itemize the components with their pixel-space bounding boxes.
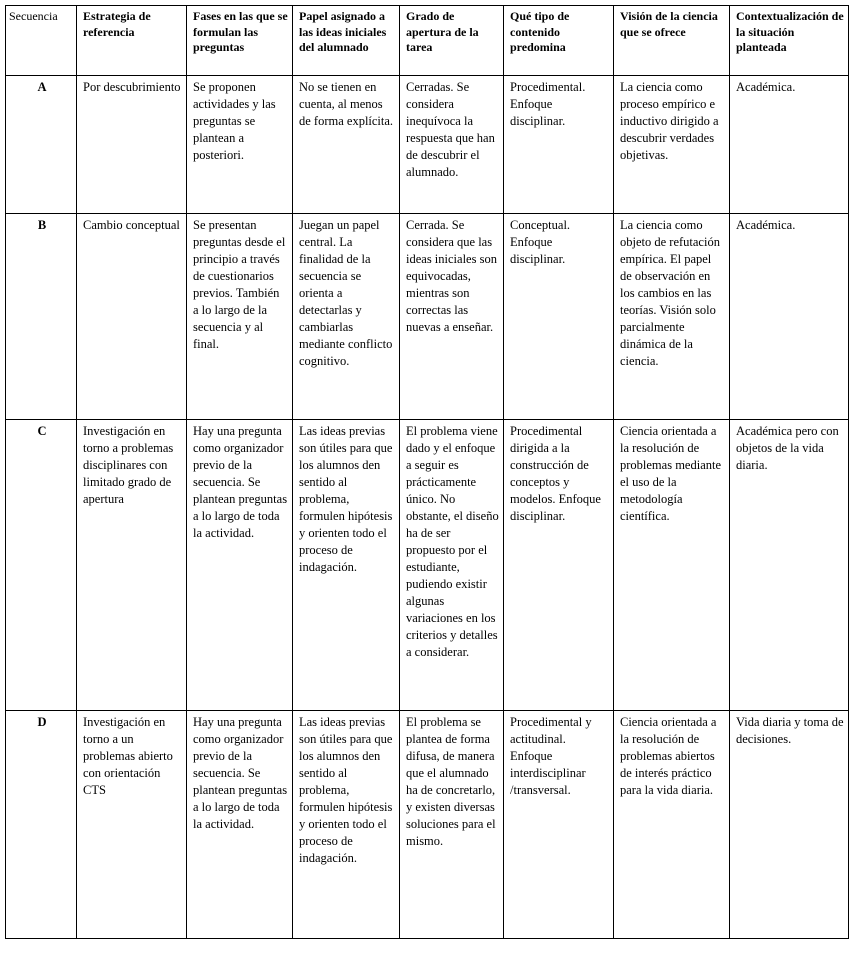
- strategy-cell: Investigación en torno a problemas disciplinares con limitado grado de apertura: [77, 420, 187, 711]
- sequence-id: B: [6, 214, 77, 420]
- header-cell-content: Qué tipo de contenido predomina: [504, 6, 614, 76]
- vision-cell: Ciencia orientada a la resolución de problemas abiertos de interés práctico para la vida diaria.: [614, 711, 730, 939]
- sequence-id: A: [6, 76, 77, 214]
- header-cell-vision: Visión de la ciencia que se ofrece: [614, 6, 730, 76]
- context-cell: Académica.: [730, 76, 849, 214]
- header-cell-openness: Grado de apertura de la tarea: [400, 6, 504, 76]
- header-cell-strategy: Estrategia de referencia: [77, 6, 187, 76]
- context-cell: Académica.: [730, 214, 849, 420]
- context-cell: Académica pero con objetos de la vida diaria.: [730, 420, 849, 711]
- strategy-cell: Investigación en torno a un problemas abierto con orientación CTS: [77, 711, 187, 939]
- ideas-cell: Juegan un papel central. La finalidad de la secuencia se orienta a detectarlas y cambiarlas mediante conflicto cognitivo.: [293, 214, 400, 420]
- context-cell: Vida diaria y toma de decisiones.: [730, 711, 849, 939]
- sequence-id: C: [6, 420, 77, 711]
- sequence-id: D: [6, 711, 77, 939]
- ideas-cell: No se tienen en cuenta, al menos de forma explícita.: [293, 76, 400, 214]
- ideas-cell: Las ideas previas son útiles para que los alumnos den sentido al problema, formulen hipótesis y orienten todo el proceso de indagación.: [293, 711, 400, 939]
- phases-cell: Se proponen actividades y las preguntas se plantean a posteriori.: [187, 76, 293, 214]
- table-row: [6, 214, 849, 420]
- content-cell: Procedimental dirigida a la construcción de conceptos y modelos. Enfoque disciplinar.: [504, 420, 614, 711]
- content-cell: Procedimental y actitudinal. Enfoque interdisciplinar /transversal.: [504, 711, 614, 939]
- strategy-cell: Por descubrimiento: [77, 76, 187, 214]
- phases-cell: Hay una pregunta como organizador previo de la secuencia. Se plantean preguntas a lo largo de toda la actividad.: [187, 420, 293, 711]
- openness-cell: El problema se plantea de forma difusa, de manera que el alumnado ha de concretarlo, y existen diversas soluciones para el mismo.: [400, 711, 504, 939]
- content-cell: Conceptual. Enfoque disciplinar.: [504, 214, 614, 420]
- openness-cell: El problema viene dado y el enfoque a seguir es prácticamente único. No obstante, el diseño ha de ser propuesto por el estudiante, pudiendo existir algunas variaciones en los criterios y detalles a considerar.: [400, 420, 504, 711]
- strategy-cell: Cambio conceptual: [77, 214, 187, 420]
- openness-cell: Cerrada. Se considera que las ideas iniciales son equivocadas, mientras son correctas las nuevas a enseñar.: [400, 214, 504, 420]
- header-cell-phases: Fases en las que se formulan las preguntas: [187, 6, 293, 76]
- header-cell-context: Contextualización de la situación planteada: [730, 6, 849, 76]
- vision-cell: La ciencia como proceso empírico e inductivo dirigido a descubrir verdades objetivas.: [614, 76, 730, 214]
- phases-cell: Hay una pregunta como organizador previo de la secuencia. Se plantean preguntas a lo largo de toda la actividad.: [187, 711, 293, 939]
- header-cell-sequence: Secuencia: [6, 6, 77, 76]
- phases-cell: Se presentan preguntas desde el principio a través de cuestionarios previos. También a lo largo de la secuencia y al final.: [187, 214, 293, 420]
- vision-cell: Ciencia orientada a la resolución de problemas mediante el uso de la metodología científica.: [614, 420, 730, 711]
- table-row: [6, 711, 849, 939]
- table-row: [6, 76, 849, 214]
- ideas-cell: Las ideas previas son útiles para que los alumnos den sentido al problema, formulen hipótesis y orienten todo el proceso de indagación.: [293, 420, 400, 711]
- header-cell-ideas: Papel asignado a las ideas iniciales del alumnado: [293, 6, 400, 76]
- header-row: [6, 6, 849, 76]
- table-row: [6, 420, 849, 711]
- comparison-table: [5, 5, 849, 939]
- vision-cell: La ciencia como objeto de refutación empírica. El papel de observación en los cambios en las teorías. Visión solo parcialmente dinámica de la ciencia.: [614, 214, 730, 420]
- openness-cell: Cerradas. Se considera inequívoca la respuesta que han de descubrir el alumnado.: [400, 76, 504, 214]
- content-cell: Procedimental. Enfoque disciplinar.: [504, 76, 614, 214]
